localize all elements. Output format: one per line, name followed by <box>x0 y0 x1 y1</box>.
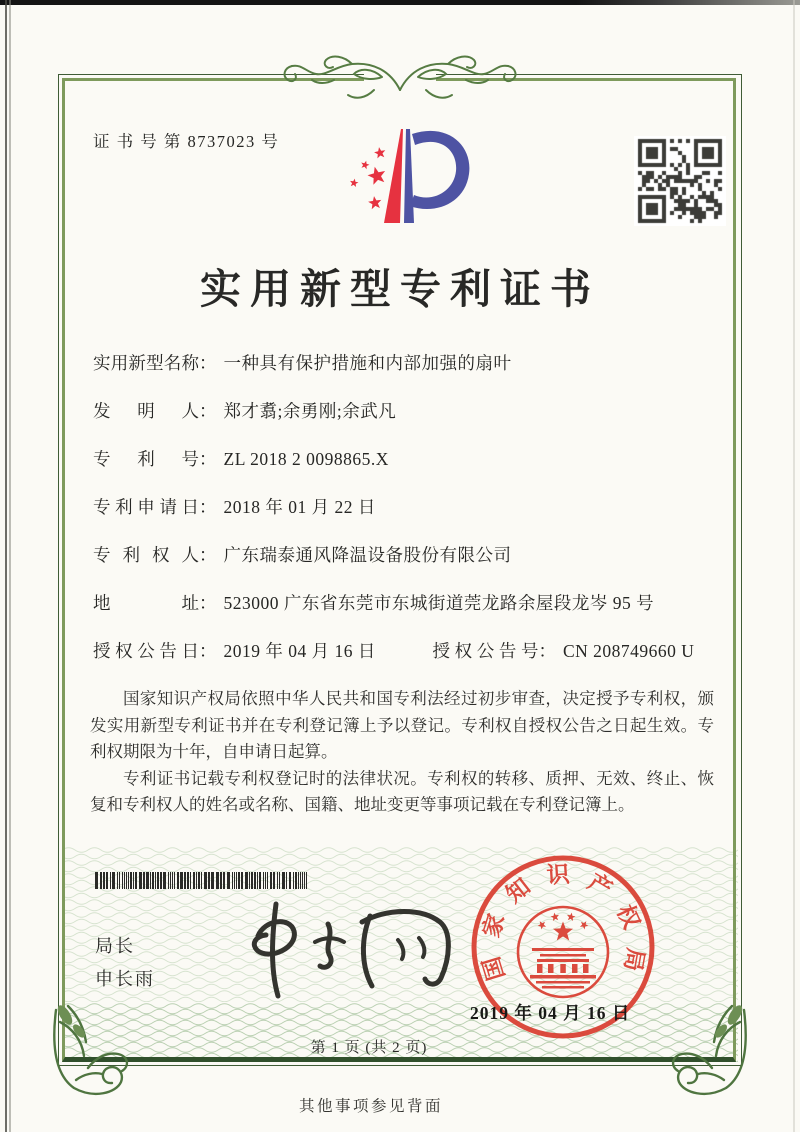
page-number: 第 1 页 (共 2 页) <box>310 1040 428 1056</box>
scan-artifact-left2 <box>9 0 11 1132</box>
certificate-title: 实用新型专利证书 <box>200 266 600 312</box>
back-side-note: 其他事项参见背面 <box>298 1098 443 1115</box>
seal-date: 2019 年 04 月 16 日 <box>470 1003 631 1023</box>
commissioner-block <box>95 930 155 996</box>
field-value-utility-model-name: 一种具有保护措施和内部加强的扇叶 <box>223 353 512 373</box>
field-label: 授 权 公 告 号 <box>432 641 539 661</box>
legal-paragraph-2: 专利证书记载专利权登记时的法律状况。专利权的转移、质押、无效、终止、恢复和专利权人的姓名或名称、国籍、地址变更等事项记载在专利登记簿上。 <box>90 768 714 814</box>
field-row-inventors <box>93 398 733 419</box>
seal-char: 知 <box>501 873 536 908</box>
seal-char: 识 <box>546 861 571 889</box>
seal-char: 产 <box>583 868 617 902</box>
seal-char: 局 <box>619 946 649 973</box>
field-value-patent-number: ZL 2018 2 0098865.X <box>223 449 389 469</box>
grant-date-group <box>93 638 410 663</box>
field-row-patent-number <box>93 446 733 467</box>
field-colon: ： <box>199 641 217 661</box>
field-label: 地 址 <box>93 593 199 613</box>
grant-number-group <box>433 638 695 663</box>
field-row-address <box>93 590 733 611</box>
legal-paragraph-1: 国家知识产权局依照中华人民共和国专利法经过初步审查，决定授予专利权，颁发实用新型专利证书并在专利登记簿上予以登记。专利权自授权公告之日起生效。专利权期限为十年，自申请日起算。 <box>90 689 714 761</box>
field-value-patentee: 广东瑞泰通风降温设备股份有限公司 <box>223 545 512 565</box>
seal-char: 家 <box>478 910 510 941</box>
scan-artifact-top <box>0 0 800 5</box>
field-value-address: 523000 广东省东莞市东城街道莞龙路余屋段龙岑 95 号 <box>223 593 655 613</box>
field-colon: ： <box>199 401 217 421</box>
field-value-filing-date: 2018 年 01 月 22 日 <box>223 497 376 517</box>
field-colon: ： <box>538 641 556 661</box>
field-label: 发 明 人 <box>93 401 199 421</box>
field-label: 专 利 申 请 日 <box>93 497 199 517</box>
field-label: 专 利 号 <box>93 449 199 469</box>
scan-artifact-right <box>793 0 795 1132</box>
field-colon: ： <box>199 497 217 517</box>
field-value-inventors: 郑才翥;余勇刚;余武凡 <box>223 401 397 421</box>
barcode <box>95 872 311 889</box>
seal-char: 国 <box>478 953 510 983</box>
field-label: 授 权 公 告 日 <box>93 641 199 661</box>
field-value-grant-number: CN 208749660 U <box>563 641 695 661</box>
certificate-number: 证 书 号 第 8737023 号 <box>93 132 280 151</box>
scan-artifact-left <box>5 0 7 1132</box>
seal-char: 权 <box>612 901 645 933</box>
field-label: 实 用 新 型 名 称 <box>93 353 199 373</box>
field-colon: ： <box>199 449 217 469</box>
field-colon: ： <box>199 545 217 565</box>
qr-code <box>634 136 726 226</box>
field-row-name <box>93 350 733 371</box>
legal-text <box>90 686 714 819</box>
cnipa-logo-icon <box>330 120 475 238</box>
top-flourish-ornament <box>278 50 522 106</box>
field-colon: ： <box>199 353 217 373</box>
field-row-patentee <box>93 542 733 563</box>
commissioner-signature-image <box>212 896 462 1001</box>
field-row-grant <box>93 638 733 659</box>
field-value-grant-date: 2019 年 04 月 16 日 <box>223 641 376 661</box>
commissioner-title: 局长 <box>95 936 135 956</box>
field-label: 专 利 权 人 <box>93 545 199 565</box>
field-colon: ： <box>199 593 217 613</box>
field-list <box>93 350 733 686</box>
field-row-filing-date <box>93 494 733 515</box>
commissioner-name: 申长雨 <box>95 969 155 989</box>
